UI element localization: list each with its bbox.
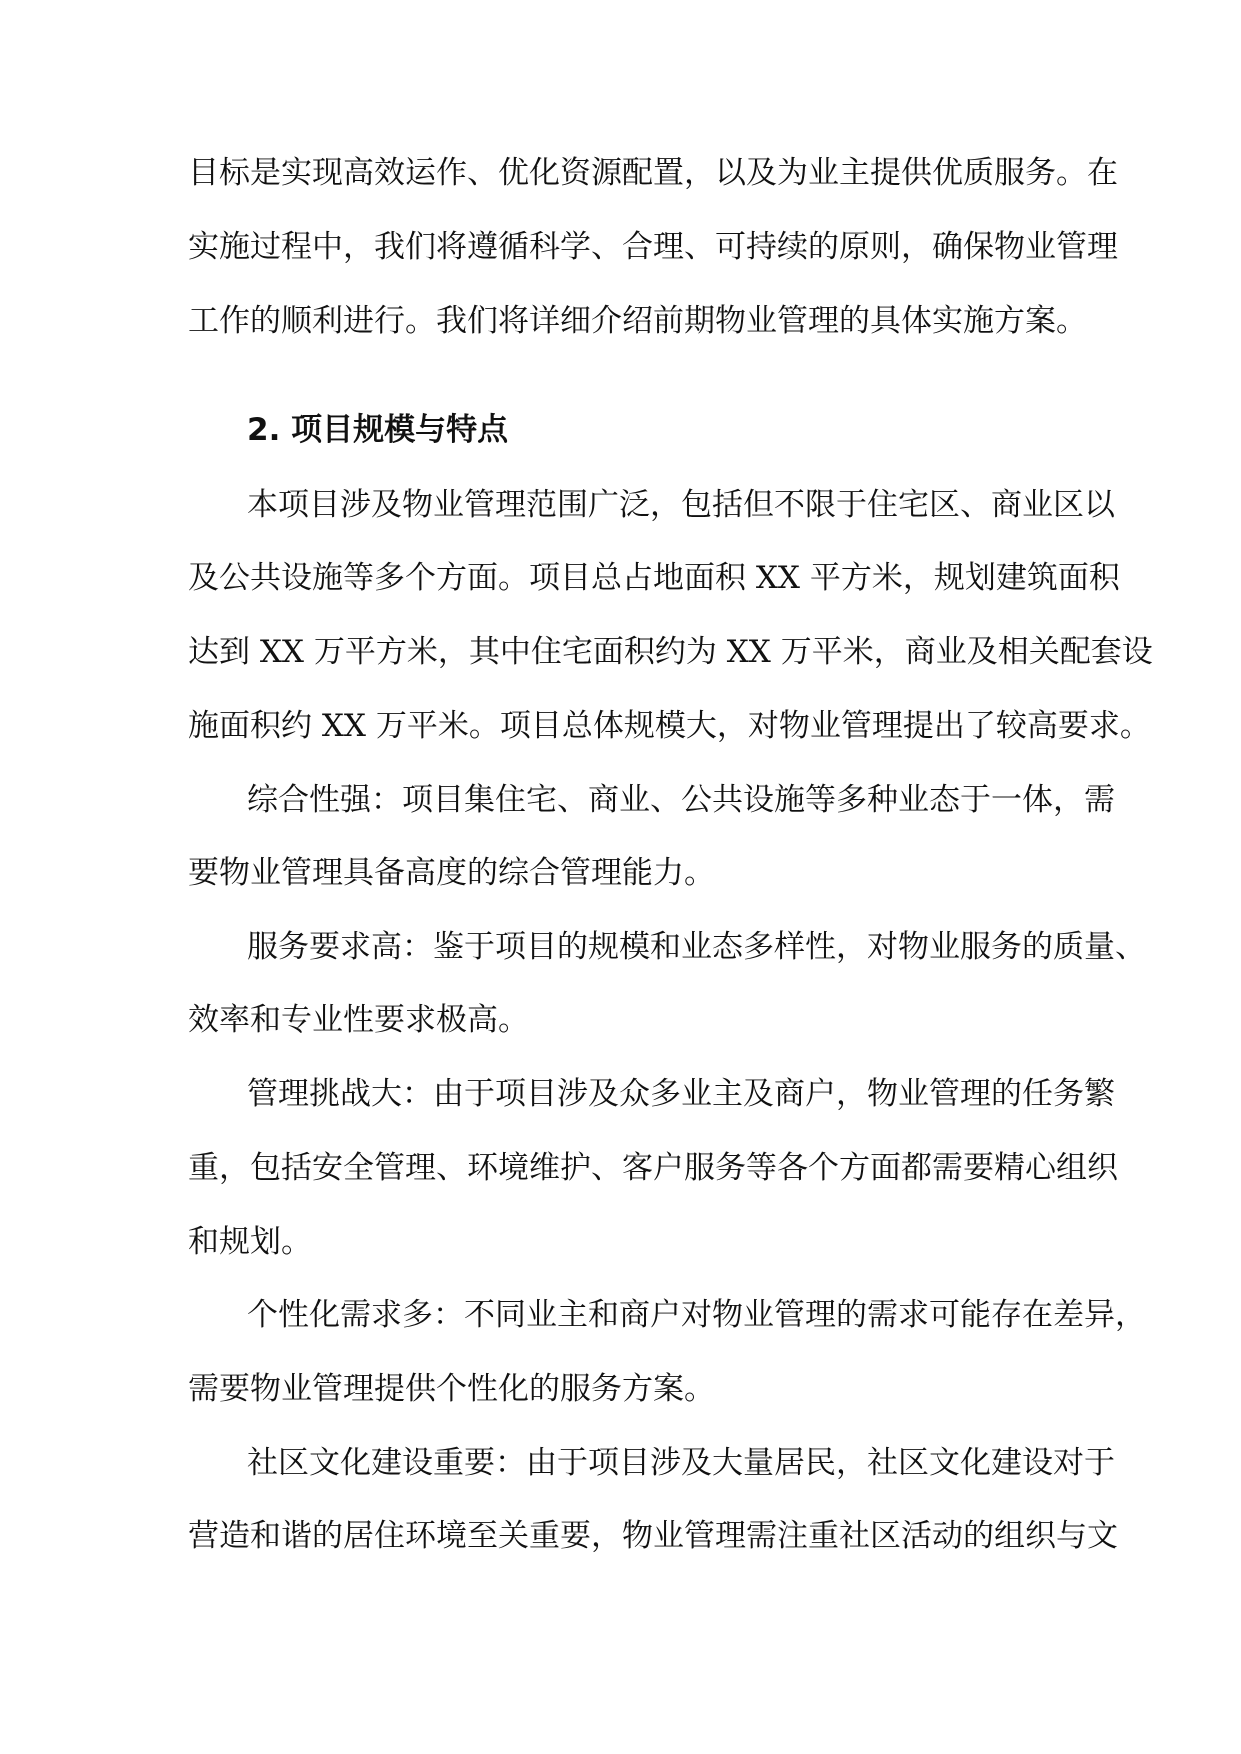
paragraph-line: 需要物业管理提供个性化的服务方案。 (188, 1371, 715, 1407)
paragraph-line: 重，包括安全管理、环境维护、客户服务等各个方面都需要精心组织 (188, 1150, 1118, 1186)
paragraph-line: 工作的顺利进行。我们将详细介绍前期物业管理的具体实施方案。 (188, 303, 1087, 339)
paragraph-line: 营造和谐的居住环境至关重要，物业管理需注重社区活动的组织与文 (188, 1518, 1118, 1554)
paragraph-line: 实施过程中，我们将遵循科学、合理、可持续的原则，确保物业管理 (188, 229, 1118, 265)
paragraph-line: 要物业管理具备高度的综合管理能力。 (188, 855, 715, 891)
paragraph-line: 达到 XX 万平方米，其中住宅面积约为 XX 万平米，商业及相关配套设 (188, 634, 1153, 670)
paragraph-line: 社区文化建设重要：由于项目涉及大量居民，社区文化建设对于 (247, 1445, 1115, 1481)
paragraph-line: 本项目涉及物业管理范围广泛，包括但不限于住宅区、商业区以 (247, 487, 1115, 523)
paragraph-line: 效率和专业性要求极高。 (188, 1002, 529, 1038)
section-heading: 2. 项目规模与特点 (247, 412, 509, 448)
paragraph-line: 管理挑战大：由于项目涉及众多业主及商户，物业管理的任务繁 (247, 1076, 1115, 1112)
paragraph-line: 服务要求高：鉴于项目的规模和业态多样性，对物业服务的质量、 (247, 929, 1146, 965)
paragraph-line: 综合性强：项目集住宅、商业、公共设施等多种业态于一体，需 (247, 782, 1115, 818)
paragraph-line: 和规划。 (188, 1224, 312, 1260)
paragraph-line: 目标是实现高效运作、优化资源配置，以及为业主提供优质服务。在 (188, 155, 1118, 191)
paragraph-line: 施面积约 XX 万平米。项目总体规模大，对物业管理提出了较高要求。 (188, 708, 1151, 744)
paragraph-line: 及公共设施等多个方面。项目总占地面积 XX 平方米，规划建筑面积 (188, 560, 1120, 596)
paragraph-line: 个性化需求多：不同业主和商户对物业管理的需求可能存在差异， (247, 1297, 1146, 1333)
